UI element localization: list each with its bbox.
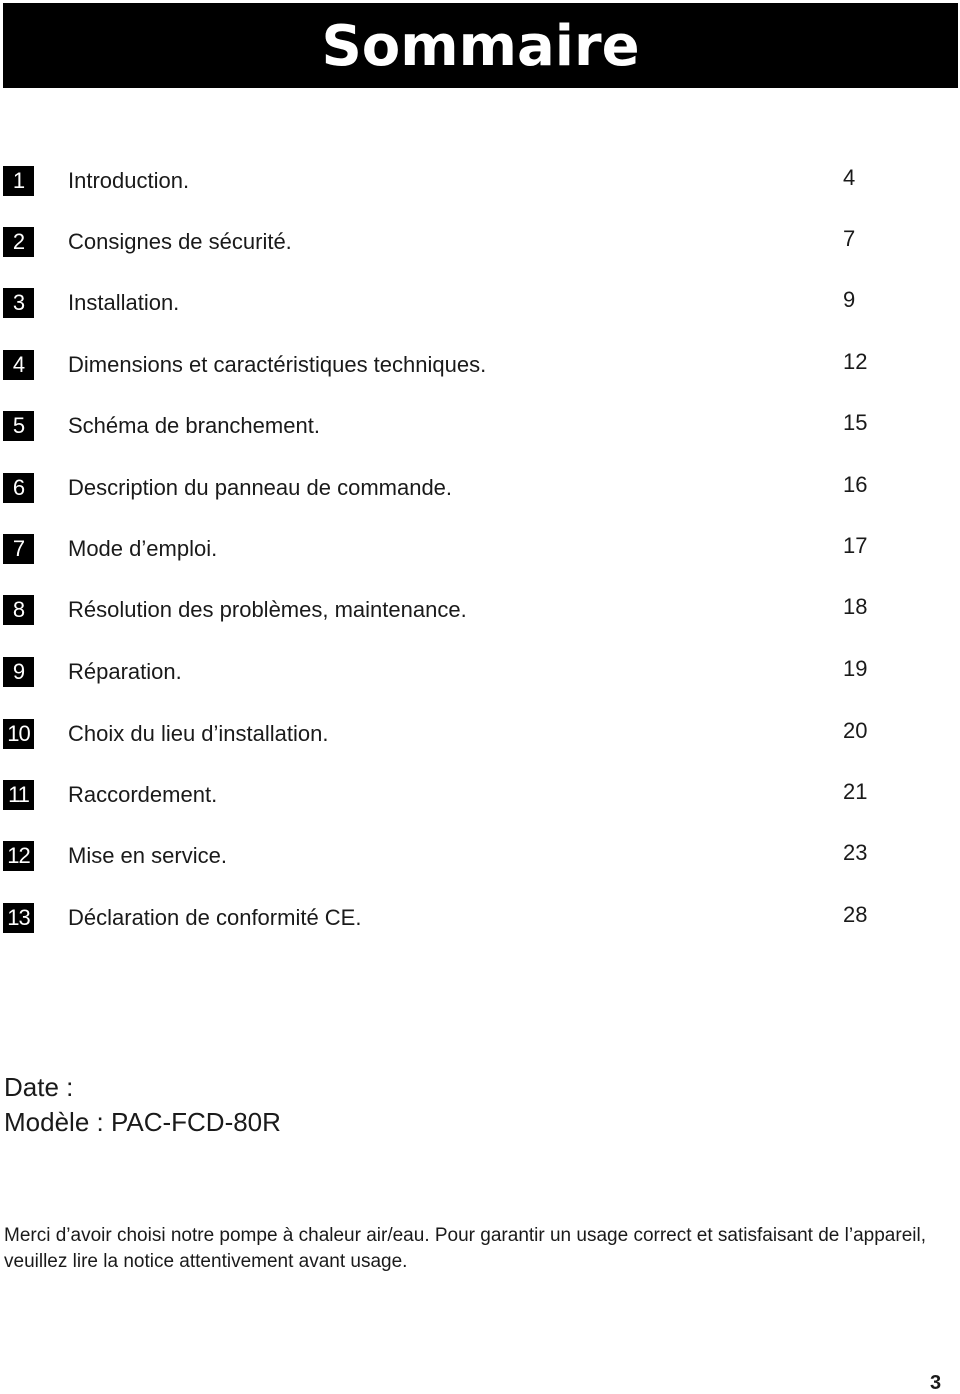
toc-item-number: 13 — [3, 903, 34, 933]
toc-item-label: Introduction. — [68, 168, 190, 193]
toc-item-page: 21 — [843, 779, 868, 804]
toc-item-label: Réparation. — [68, 659, 182, 684]
toc-item-page: 20 — [843, 718, 868, 743]
toc-item-number: 4 — [3, 350, 34, 380]
toc-item[interactable] — [0, 841, 960, 881]
toc-item[interactable] — [0, 534, 960, 574]
toc-item-label: Installation. — [68, 290, 180, 315]
toc-item-number: 11 — [3, 780, 34, 810]
page-title: Sommaire — [321, 13, 640, 79]
toc-item[interactable] — [0, 288, 960, 328]
toc-item-label: Dimensions et caractéristiques techniques. — [68, 352, 487, 377]
toc-item[interactable] — [0, 657, 960, 697]
toc-item[interactable] — [0, 411, 960, 451]
model-label: Modèle : PAC-FCD-80R — [4, 1107, 281, 1137]
toc-item-label: Description du panneau de commande. — [68, 475, 453, 500]
toc-item[interactable] — [0, 227, 960, 267]
toc-item-number: 1 — [3, 166, 34, 196]
toc-item[interactable] — [0, 719, 960, 759]
toc-item-page: 4 — [843, 165, 856, 190]
toc-item-page: 15 — [843, 410, 868, 435]
toc-item-page: 12 — [843, 349, 868, 374]
toc-item-number: 6 — [3, 473, 34, 503]
toc-item-page: 17 — [843, 533, 868, 558]
toc-item-label: Mise en service. — [68, 843, 227, 868]
toc-item-number: 7 — [3, 534, 34, 564]
toc-item[interactable] — [0, 780, 960, 820]
toc-item-label: Consignes de sécurité. — [68, 229, 292, 254]
toc-item-page: 16 — [843, 472, 868, 497]
toc-item-label: Choix du lieu d’installation. — [68, 721, 329, 746]
product-info — [4, 1070, 281, 1140]
toc-item-number: 9 — [3, 657, 34, 687]
page-number: 3 — [930, 1372, 942, 1394]
toc-item-page: 18 — [843, 594, 868, 619]
toc-item[interactable] — [0, 166, 960, 206]
toc-item-number: 12 — [3, 841, 34, 871]
toc-item-page: 28 — [843, 902, 868, 927]
toc-item-number: 5 — [3, 411, 34, 441]
toc-item-page: 7 — [843, 226, 856, 251]
toc-item-label: Déclaration de conformité CE. — [68, 905, 362, 930]
toc-item-page: 9 — [843, 287, 856, 312]
toc-item-number: 10 — [3, 719, 34, 749]
toc-item[interactable] — [0, 595, 960, 635]
toc-item-number: 3 — [3, 288, 34, 318]
toc-item-number: 2 — [3, 227, 34, 257]
date-label: Date : — [4, 1072, 74, 1102]
toc-item-label: Mode d’emploi. — [68, 536, 218, 561]
toc-item-label: Raccordement. — [68, 782, 218, 807]
title-banner — [3, 3, 958, 88]
toc-item-page: 19 — [843, 656, 868, 681]
toc-item[interactable] — [0, 903, 960, 943]
toc-item-number: 8 — [3, 595, 34, 625]
toc-item-label: Résolution des problèmes, maintenance. — [68, 597, 467, 622]
thank-you-note: Merci d’avoir choisi notre pompe à chaleur air/eau. Pour garantir un usage correct et satisfaisant de l’appareil, veuillez lire la notice attentivement avant usage. — [4, 1225, 926, 1272]
toc-item-label: Schéma de branchement. — [68, 413, 320, 438]
toc-item-page: 23 — [843, 840, 868, 865]
toc-item[interactable] — [0, 473, 960, 513]
toc-item[interactable] — [0, 350, 960, 390]
